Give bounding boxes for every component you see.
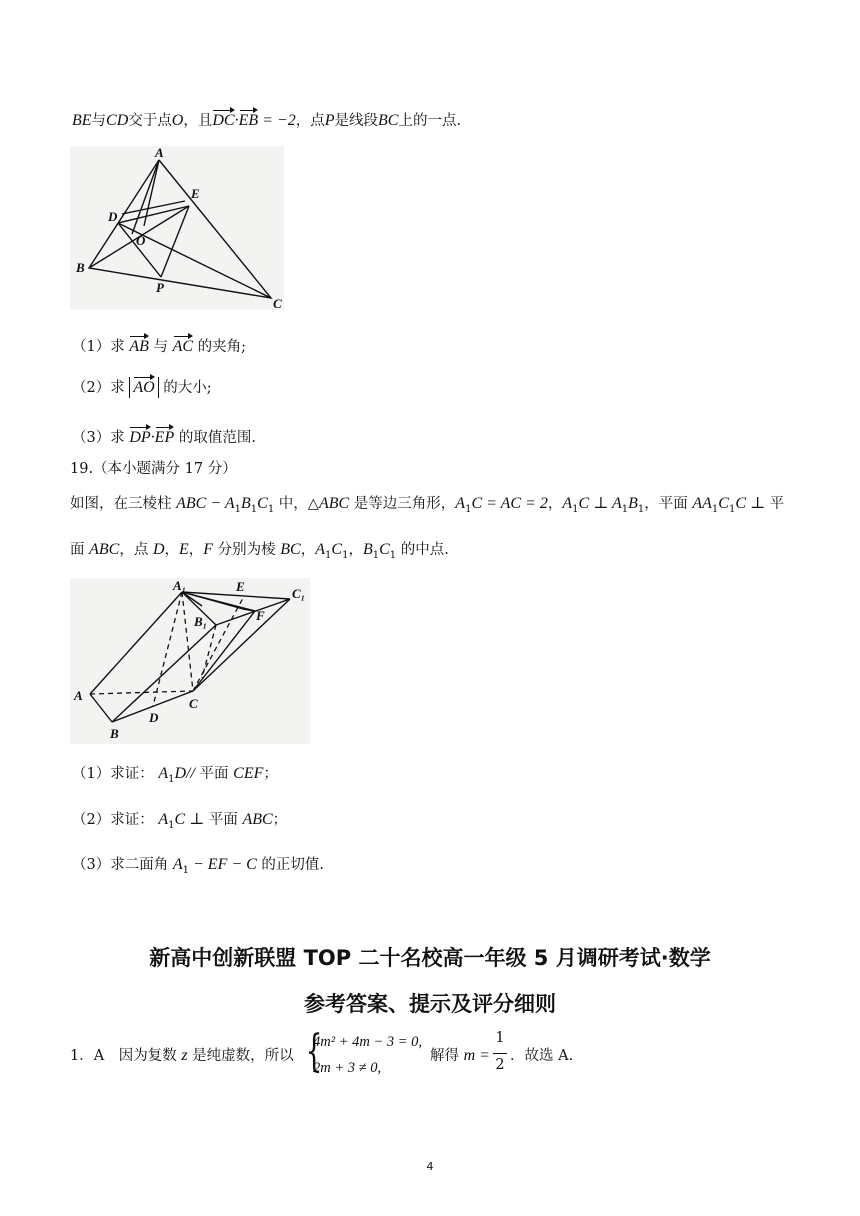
fraction-numerator: 1 [495,1030,505,1046]
text: （2）求证： [72,812,159,828]
answers-subtitle: 参考答案、提示及评分细则 [304,992,556,1016]
subscript: 1 [572,503,579,515]
text: 解得 [430,1048,464,1064]
text: 如图，在三棱柱 [70,496,177,512]
math-text: A [172,856,183,873]
label-C: C [273,296,282,310]
math-text: A [158,811,169,828]
text: 平 [765,496,785,512]
math-text: D// [174,765,195,782]
text: ， [547,496,563,512]
text: 平面 [204,812,243,828]
vector-text: AC [173,334,193,357]
subscript: 1 [267,503,275,515]
text: 的取值范围. [174,430,256,446]
label-O: O [136,233,146,248]
math-text: ABC − A [176,495,235,512]
text: 是线段 [334,113,378,129]
subscript: 1 [465,503,472,515]
math-text: E [179,541,189,558]
subscript: 1 [372,549,380,561]
math-text: CD [106,112,129,129]
math-text: CEF [233,765,264,782]
math-text: C [379,541,390,558]
math-text: C [331,541,343,558]
text: ，平面 [644,496,693,512]
vector-text: DP [129,425,150,448]
text: 是纯虚数，所以 [187,1048,294,1064]
subscript: 1 [621,503,629,515]
math-text: BC [378,112,399,129]
q18-part-2 [72,375,212,398]
math-text: C ⊥ [735,495,766,512]
q19-intro-line1 [70,494,784,520]
subscript: 1 [168,773,175,785]
vector-text: DC [212,108,234,131]
math-text: AA [692,495,712,512]
vector-text: AO [133,375,154,398]
text: 中，△ [274,496,319,512]
math-text: A [315,541,326,558]
math-text [129,338,149,355]
label-B: B [110,726,119,741]
label-F: F [256,608,265,623]
subscript: 1 [325,549,332,561]
text: 面 [70,542,90,558]
text: （3）求 [72,430,130,446]
label-B: B [76,260,85,275]
math-text: C [257,495,268,512]
text: ，点 [119,542,153,558]
subscript: 1 [711,503,719,515]
label-E: E [191,186,200,201]
label-C1: C₁ [292,586,306,601]
answer-1-end: ．故选 A. [510,1048,574,1064]
text: 与 [91,113,107,129]
text: 是等边三角形， [349,496,456,512]
text: （2）求 [72,380,130,396]
subscript: 1 [182,864,189,876]
math-text [212,112,234,129]
answer-1-mid [430,1046,490,1066]
math-text: · [234,112,239,129]
text: ， [300,542,316,558]
text: 1．A 因为复数 [70,1048,182,1064]
math-text: ABC [318,495,350,512]
fraction-bar [493,1053,507,1054]
text: （3）求二面角 [72,857,173,873]
math-text: ABC [242,811,273,828]
text: 上的一点. [398,113,462,129]
text: ， [188,542,204,558]
fraction-denominator: 2 [495,1057,505,1073]
math-text: P [324,112,335,129]
q19-part-3 [72,855,324,881]
math-text: z [181,1047,188,1064]
math-text [129,429,150,446]
label-B1: B₁ [194,614,208,629]
answer-1-eq1: 4m² + 4m − 3 = 0, [313,1034,423,1050]
text: （1）求 [72,339,130,355]
q18-intro [72,108,461,131]
math-text: · [150,429,155,446]
math-text: C ⊥ [174,811,205,828]
prism-figure [70,578,310,744]
text: 的大小; [158,380,212,396]
label-A: A [74,688,83,703]
triangle-figure [70,146,284,310]
math-text [129,377,158,398]
q18-part-1 [72,334,246,357]
math-text [239,112,259,129]
subscript: 1 [637,503,645,515]
text: 的中点. [396,542,449,558]
math-text: C = AC = 2 [471,495,548,512]
system-brace: { [305,1026,323,1077]
math-text: ABC [89,541,120,558]
text: ； [272,812,288,828]
answers-title: 新高中创新联盟 TOP 二十名校高一年级 5 月调研考试·数学 [149,946,711,970]
subscript: 1 [728,503,736,515]
q18-part-3 [72,425,256,448]
math-text: A [455,495,466,512]
math-text: F [203,541,214,558]
text: ，点 [295,113,325,129]
text: 分别为棱 [213,542,281,558]
subscript: 1 [342,549,349,561]
math-text: BC [280,541,301,558]
vector-text: EP [155,425,175,448]
text: ， [164,542,179,558]
text: ； [263,766,278,782]
answer-1-prefix [70,1046,294,1066]
label-D: D [149,710,159,725]
q19-intro-line2 [70,540,449,566]
label-P: P [156,280,164,295]
q19-header: 19.（本小题满分 17 分） [70,461,237,477]
answer-1-eq2: 2m + 3 ≠ 0, [313,1060,382,1076]
math-text: O [171,112,184,129]
page-number: 4 [426,1160,434,1173]
math-text: C [718,495,729,512]
text: （1）求证： [72,766,159,782]
math-text [155,429,175,446]
subscript: 1 [250,503,258,515]
math-text: m = [463,1047,490,1064]
text: 平面 [194,766,234,782]
q19-part-2 [72,810,287,836]
math-text: D [152,541,165,558]
q19-part-1 [72,764,278,790]
math-text: A [158,765,169,782]
label-E: E [236,579,245,594]
math-text: B [628,495,638,512]
text: 交于点 [128,113,172,129]
math-text: BE [72,112,92,129]
text: 的正切值. [256,857,325,873]
text: ，且 [183,113,213,129]
math-text [173,338,193,355]
subscript: 1 [389,549,397,561]
math-text: C ⊥ A [578,495,622,512]
math-text: A [562,495,573,512]
vector-text: AB [129,334,149,357]
text: 的夹角; [193,339,247,355]
math-text: = −2 [258,112,296,129]
math-text: B [362,541,373,558]
subscript: 1 [234,503,241,515]
label-C: C [189,696,198,711]
text: 与 [148,339,173,355]
vector-text: EB [239,108,259,131]
label-A1: A₁ [173,578,187,593]
subscript: 1 [168,819,175,831]
math-text: − EF − C [189,856,257,873]
text: ， [348,542,363,558]
label-A: A [155,146,164,160]
math-text: B [240,495,251,512]
label-D: D [108,209,118,224]
